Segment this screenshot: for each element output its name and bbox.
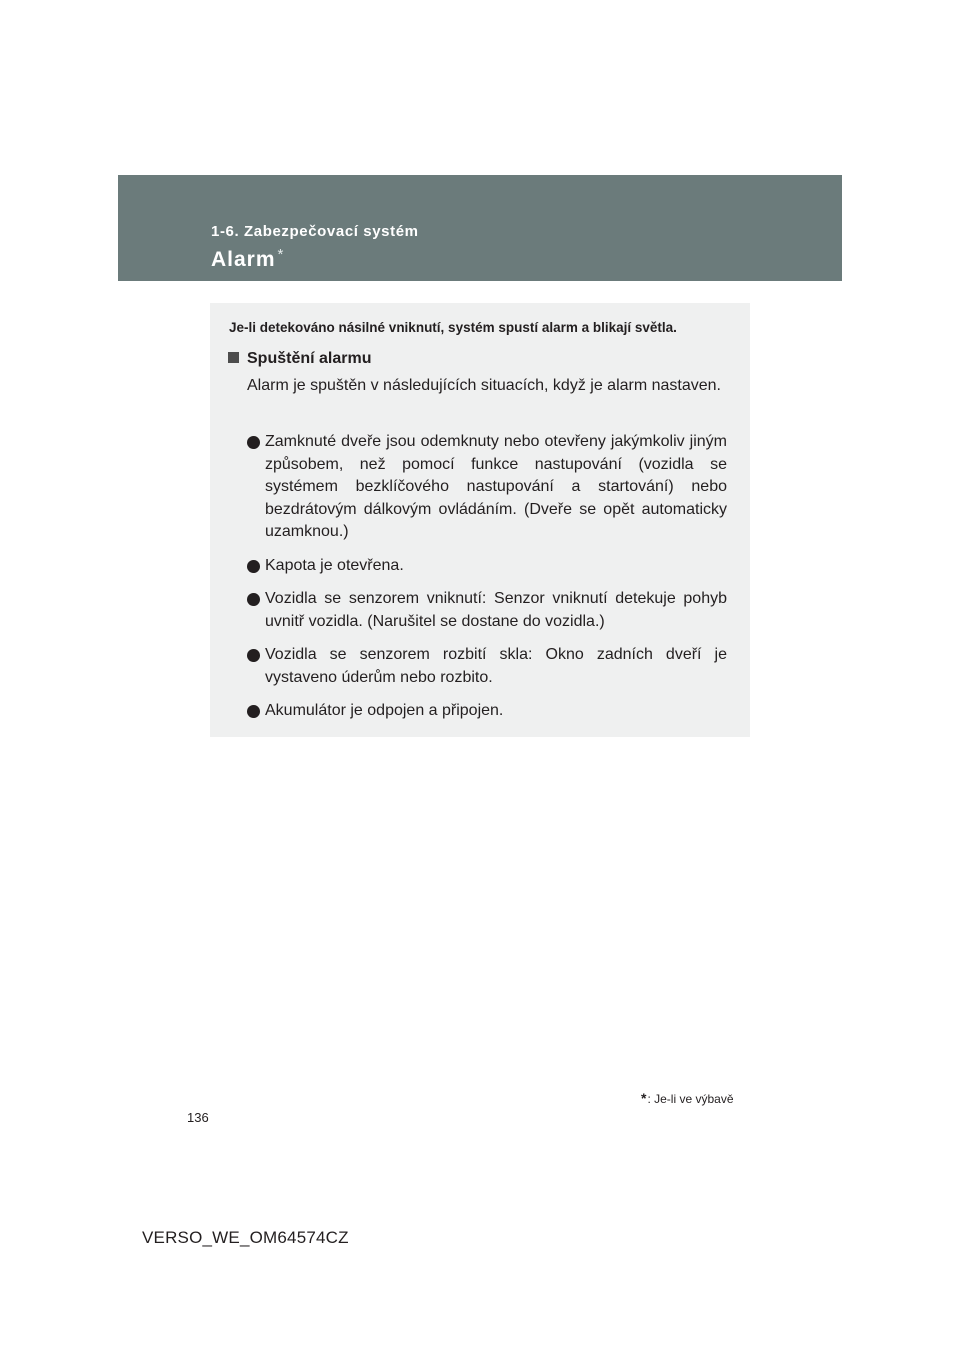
list-item (247, 555, 727, 578)
intro-text: Je-li detekováno násilné vniknutí, systém spustí alarm a blikají světla. (229, 320, 677, 335)
bullet-dot-icon (247, 560, 260, 573)
sub-heading-text: Spuštění alarmu (247, 350, 372, 367)
page-title-text: Alarm (211, 248, 276, 271)
footnote (641, 1090, 734, 1106)
bullet-dot-icon (247, 649, 260, 662)
page-title (211, 246, 284, 272)
list-item-text: Akumulátor je odpojen a připojen. (265, 702, 504, 719)
bullet-list (247, 431, 727, 734)
bullet-dot-icon (247, 436, 260, 449)
asterisk-icon: * (641, 1090, 647, 1106)
body-paragraph: Alarm je spuštěn v následujících situacích, když je alarm nastaven. (247, 377, 721, 394)
list-item (247, 431, 727, 544)
list-item-text: Zamknuté dveře jsou odemknuty nebo otevřeny jakýmkoliv jiným způsobem, než pomocí funkce nastupování (vozidla se systémem bezklíčového nastupování a startování) nebo bezdrátovým dálkovým ovládáním. (Dveře se opět automaticky uzamknou.) (265, 433, 727, 540)
page-number: 136 (187, 1110, 209, 1125)
list-item (247, 700, 727, 723)
bullet-dot-icon (247, 593, 260, 606)
list-item (247, 588, 727, 633)
sub-heading (228, 350, 371, 368)
bullet-dot-icon (247, 705, 260, 718)
list-item (247, 644, 727, 689)
header-band (118, 175, 842, 281)
list-item-text: Vozidla se senzorem rozbití skla: Okno zadních dveří je vystaveno úderům nebo rozbito. (265, 646, 727, 686)
square-bullet-icon (228, 352, 239, 363)
footnote-text: : Je-li ve výbavě (647, 1092, 734, 1106)
list-item-text: Kapota je otevřena. (265, 556, 404, 574)
list-item-text: Vozidla se senzorem vniknutí: Senzor vniknutí detekuje pohyb uvnitř vozidla. (Narušitel se dostane do vozidla.) (265, 590, 727, 630)
content-box (210, 303, 750, 737)
title-footnote-mark: * (277, 246, 285, 263)
section-label: 1-6. Zabezpečovací systém (211, 223, 419, 240)
document-code: VERSO_WE_OM64574CZ (142, 1228, 349, 1247)
